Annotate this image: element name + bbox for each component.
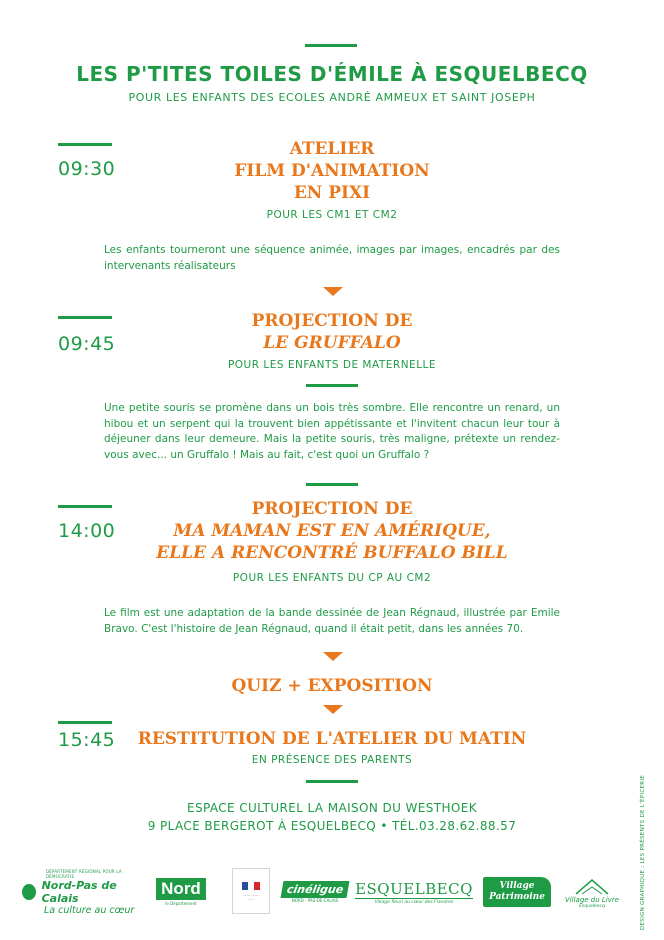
heading-line: FILM D'ANIMATION [234,161,430,181]
page-subtitle: POUR LES ENFANTS DES ECOLES ANDRÉ AMMEUX ET SAINT JOSEPH [128,91,536,104]
down-arrow-icon [323,652,343,661]
top-divider [305,44,357,47]
event-audience: POUR LES ENFANTS DE MATERNELLE [227,359,437,371]
cineligue-logo: cinéligue NORD - PAS-DE-CALAIS [282,868,348,916]
french-flag-icon [242,882,260,890]
nord-pas-de-calais-logo: DÉPARTEMENT RÉGIONAL POUR LA DÉMOCRATIE Nord-Pas de Calais La culture au cœur [22,868,140,916]
region-emblem-icon [22,884,36,900]
down-arrow-icon [323,705,343,714]
event-description: Une petite souris se promène dans un bois très sombre. Elle rencontre un renard, un hibou et un serpent qui la trouvent bien appétissante et l'invitent chacun leur tour à déjeuner dans leur demeure. Mais la petite souris, très maligne, prétexte un rendez-vous avec... un Gruffalo ! Mais au fait, c'est quoi un Gruffalo ? [104,402,560,461]
heading-line: ATELIER [289,139,375,159]
film-title: ELLE A RENCONTRÉ BUFFALO BILL [156,543,508,563]
section-divider [306,780,358,783]
page-title: LES P'TITES TOILES D'ÉMILE À ESQUELBECQ [76,62,588,86]
section-divider [306,483,358,486]
event-audience: POUR LES ENFANTS DU CP AU CM2 [232,572,432,584]
heading-line: PROJECTION DE [251,499,413,519]
time-divider [58,316,112,319]
event-time: 15:45 [58,729,116,751]
event-time: 14:00 [58,520,116,542]
esquelbecq-logo: ESQUELBECQ Village fleuri au cœur des Flandres [355,879,473,905]
down-arrow-icon [323,287,343,296]
venue-name: ESPACE CULTUREL LA MAISON DU WESTHOEK [186,801,478,815]
event-time: 09:45 [58,333,116,355]
time-divider [58,143,112,146]
event-description: Les enfants tourneront une séquence animée, images par images, encadrés par des intervenants réalisateurs [104,244,560,272]
village-du-livre-logo: Village du Livre Esquelbecq [556,868,628,916]
heading-line: PROJECTION DE [251,311,413,331]
house-book-icon [572,876,612,896]
event-heading: RESTITUTION DE L'ATELIER DU MATIN [137,729,527,749]
heading-line: EN PIXI [293,183,371,203]
village-patrimoine-logo: Village Patrimoine [487,868,547,916]
event-audience: POUR LES CM1 ET CM2 [266,209,398,221]
event-heading [130,498,534,564]
prefecture-logo: —— —— —— [232,868,270,914]
section-divider [306,384,358,387]
time-divider [58,721,112,724]
nord-departement-logo: Nord le Département [151,868,211,916]
film-title: LE GRUFFALO [263,333,401,353]
event-heading [130,138,534,204]
event-heading: QUIZ + EXPOSITION [231,676,433,696]
event-heading [130,310,534,354]
time-divider [58,505,112,508]
film-title: MA MAMAN EST EN AMÉRIQUE, [173,521,491,541]
event-description: Le film est une adaptation de la bande dessinée de Jean Régnaud, illustrée par Emile Bravo. C'est l'histoire de Jean Régnaud, quand il était petit, dans les années 70. [104,607,560,635]
event-audience: EN PRÉSENCE DES PARENTS [251,754,413,766]
design-credit: DESIGN GRAPHIQUE : LES PRÉSENTS DE L'ÉPICERIE [640,774,646,930]
event-time: 09:30 [58,158,116,180]
venue-address: 9 PLACE BERGEROT À ESQUELBECQ • TÉL.03.28.62.88.57 [147,819,517,833]
